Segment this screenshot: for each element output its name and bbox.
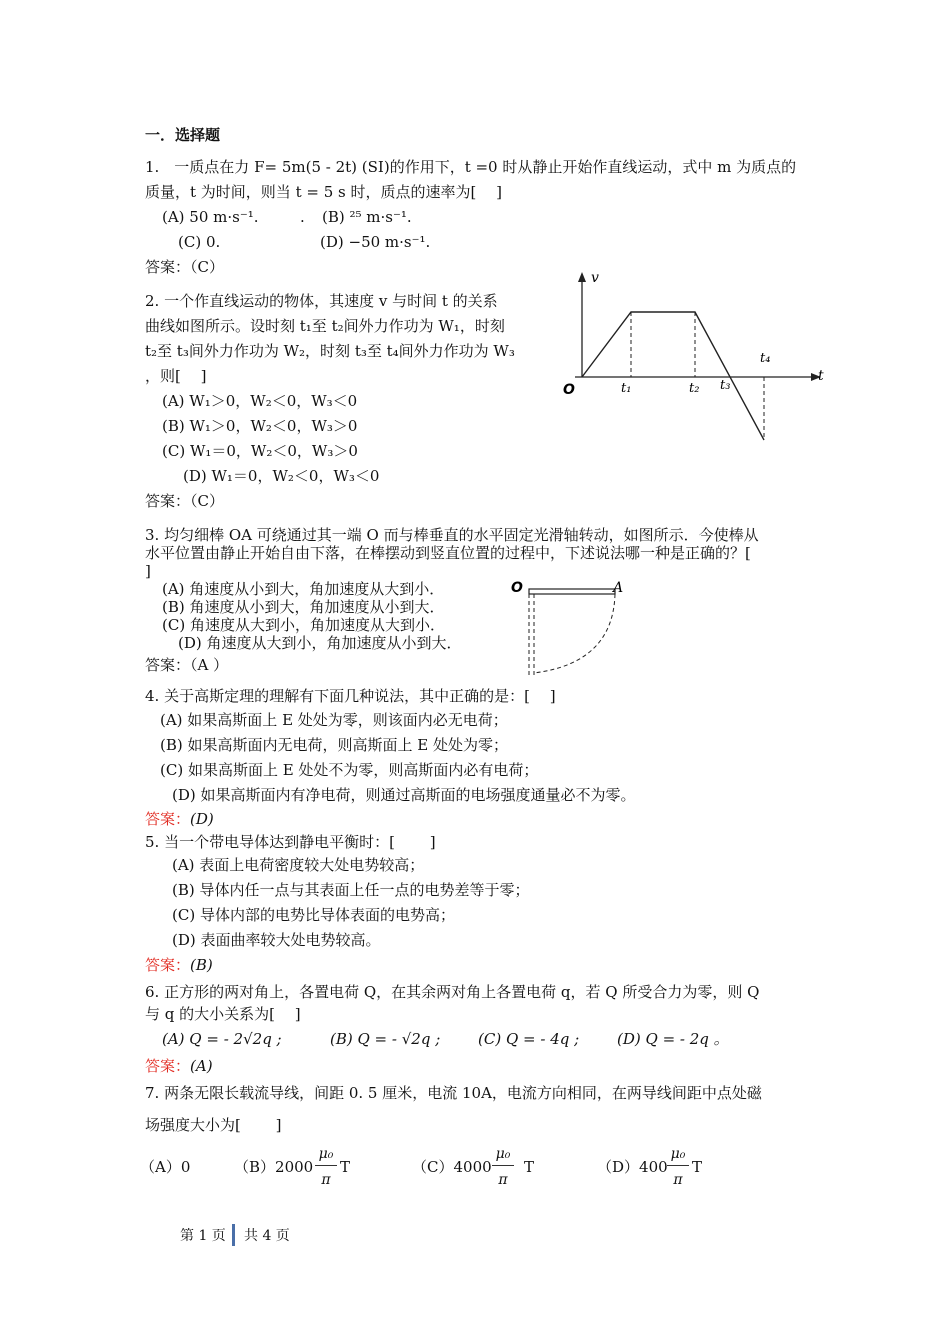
- q2-line3: t₂至 t₃间外力作功为 W₂，时刻 t₃至 t₄间外力作功为 W₃: [145, 342, 515, 360]
- q2-line2: 曲线如图所示。设时刻 t₁至 t₂间外力作功为 W₁，时刻: [145, 317, 505, 335]
- q7-option-c-label: （C）4000: [412, 1158, 492, 1176]
- q2-option-d: (D) W₁＝0，W₂＜0，W₃＜0: [183, 467, 380, 485]
- q7-option-b-fraction: [315, 1146, 337, 1188]
- rod-figure: [505, 575, 640, 685]
- rod-horizontal: [529, 589, 615, 594]
- q4-option-d: (D) 如果高斯面内有净电荷，则通过高斯面的电场强度通量必不为零。: [172, 786, 636, 804]
- fraction-denominator: π: [673, 1172, 683, 1188]
- q7-option-c-fraction: [492, 1146, 514, 1188]
- q5-option-d: (D) 表面曲率较大处电势较高。: [172, 931, 381, 949]
- fraction-numerator: μ₀: [318, 1146, 334, 1162]
- q1-option-b: (B) ²⁵ m·s⁻¹.: [322, 208, 412, 226]
- q4-option-b: (B) 如果高斯面内无电荷，则高斯面上 E 处处为零；: [160, 736, 508, 754]
- q6-line2: 与 q 的大小关系为[ ]: [145, 1005, 301, 1023]
- q6-option-c: (C) Q = - 4q ;: [478, 1030, 580, 1048]
- q2-option-a: (A) W₁＞0，W₂＜0，W₃＜0: [162, 392, 358, 410]
- q5-stem: 5. 当一个带电导体达到静电平衡时：[ ]: [145, 833, 436, 851]
- q3-line2: 水平位置由静止开始自由下落，在棒摆动到竖直位置的过程中，下述说法哪一种是正确的？[: [145, 544, 751, 562]
- t3-label: t₃: [720, 378, 731, 393]
- t4-label: t₄: [760, 351, 771, 366]
- t1-label: t₁: [621, 381, 632, 396]
- v-axis-arrow: [578, 272, 586, 282]
- q5-answer: [145, 955, 213, 975]
- origin-label: O: [563, 382, 575, 398]
- q5-answer-label: 答案：: [145, 956, 191, 974]
- footer-divider: [232, 1224, 235, 1246]
- q6-answer: [145, 1056, 213, 1076]
- q7-line1: 7. 两条无限长载流导线，间距 0. 5 厘米，电流 10A，电流方向相同，在两导线间距中点处磁: [145, 1084, 762, 1102]
- q2-option-b: (B) W₁＞0，W₂＜0，W₃＞0: [162, 417, 358, 435]
- fraction-numerator: μ₀: [670, 1146, 686, 1162]
- q7-option-d-unit: T: [692, 1158, 703, 1176]
- q5-answer-value: (B): [190, 956, 213, 974]
- q3-option-a: (A) 角速度从小到大，角加速度从大到小．: [162, 580, 445, 598]
- footer-page-number: 第 1 页: [180, 1228, 226, 1244]
- q1-line2: 质量，t 为时间，则当 t = 5 s 时，质点的速率为[ ]: [145, 183, 502, 201]
- q6-line1: 6. 正方形的两对角上，各置电荷 Q，在其余两对角上各置电荷 q，若 Q 所受合力为零，则 Q: [145, 983, 760, 1001]
- swing-arc: [534, 594, 615, 673]
- q1-option-d: (D) −50 m·s⁻¹.: [320, 233, 431, 251]
- t-label: t: [818, 368, 824, 384]
- footer-total-pages: 共 4 页: [244, 1228, 290, 1244]
- fraction-denominator: π: [321, 1172, 331, 1188]
- q3-line1: 3. 均匀细棒 OA 可绕通过其一端 O 而与棒垂直的水平固定光滑轴转动，如图所示．今使棒从: [145, 526, 759, 544]
- q1-line1: 1. 一质点在力 F= 5m(5 - 2t) (SI)的作用下，t =0 时从静止开始作直线运动，式中 m 为质点的: [145, 158, 797, 176]
- q4-option-a: (A) 如果高斯面上 E 处处为零，则该面内必无电荷；: [160, 711, 508, 729]
- q6-answer-value: (A): [190, 1057, 213, 1075]
- fraction-numerator: μ₀: [495, 1146, 511, 1162]
- q2-line1: 2. 一个作直线运动的物体，其速度 v 与时间 t 的关系: [145, 292, 498, 310]
- q4-stem: 4. 关于高斯定理的理解有下面几种说法，其中正确的是：[ ]: [145, 687, 556, 705]
- q4-answer-value: (D): [190, 810, 214, 828]
- q5-option-b: (B) 导体内任一点与其表面上任一点的电势差等于零；: [172, 881, 530, 899]
- q7-option-c-unit: T: [524, 1158, 535, 1176]
- q3-option-c: (C) 角速度从大到小，角加速度从大到小．: [162, 616, 445, 634]
- section-title: 一．选择题: [145, 126, 221, 144]
- q5-option-a: (A) 表面上电荷密度较大处电势较高；: [172, 856, 425, 874]
- q4-option-c: (C) 如果高斯面上 E 处处不为零，则高斯面内必有电荷；: [160, 761, 539, 779]
- t2-label: t₂: [689, 381, 700, 396]
- q6-option-a: (A) Q = - 2√2q ;: [162, 1030, 282, 1048]
- q3-option-d: (D) 角速度从大到小，角加速度从小到大．: [178, 634, 462, 652]
- q3-option-b: (B) 角速度从小到大，角加速度从小到大．: [162, 598, 445, 616]
- q7-option-b-label: （B）2000: [234, 1158, 314, 1176]
- q1-option-a: (A) 50 m·s⁻¹.: [162, 208, 259, 226]
- q3-answer: 答案：（A ）: [145, 656, 229, 674]
- q2-option-c: (C) W₁＝0，W₂＜0，W₃＞0: [162, 442, 358, 460]
- q1-dot: .: [300, 208, 305, 226]
- velocity-time-graph: [555, 262, 840, 452]
- q6-option-d: (D) Q = - 2q 。: [617, 1030, 729, 1048]
- q7-line2: 场强度大小为[ ]: [145, 1116, 282, 1134]
- q2-line4: ，则[ ]: [145, 367, 207, 385]
- q7-option-a: （A）0: [140, 1158, 191, 1176]
- q7-option-d-label: （D）400: [597, 1158, 668, 1176]
- q7-option-b-unit: T: [340, 1158, 351, 1176]
- q6-option-b: (B) Q = - √2q ;: [330, 1030, 441, 1048]
- q4-answer-label: 答案：: [145, 810, 191, 828]
- v-label: v: [591, 270, 599, 286]
- q3-line3: ]: [145, 562, 151, 580]
- q5-option-c: (C) 导体内部的电势比导体表面的电势高；: [172, 906, 455, 924]
- q4-answer: [145, 809, 214, 829]
- q7-option-d-fraction: [667, 1146, 689, 1188]
- q1-answer: 答案：（C）: [145, 258, 224, 276]
- fraction-denominator: π: [498, 1172, 508, 1188]
- pivot-label-o: O: [511, 580, 523, 596]
- q6-answer-label: 答案：: [145, 1057, 191, 1075]
- velocity-curve: [582, 312, 764, 440]
- end-label-a: A: [613, 580, 624, 596]
- q2-answer: 答案：（C）: [145, 492, 224, 510]
- q1-option-c: (C) 0.: [178, 233, 221, 251]
